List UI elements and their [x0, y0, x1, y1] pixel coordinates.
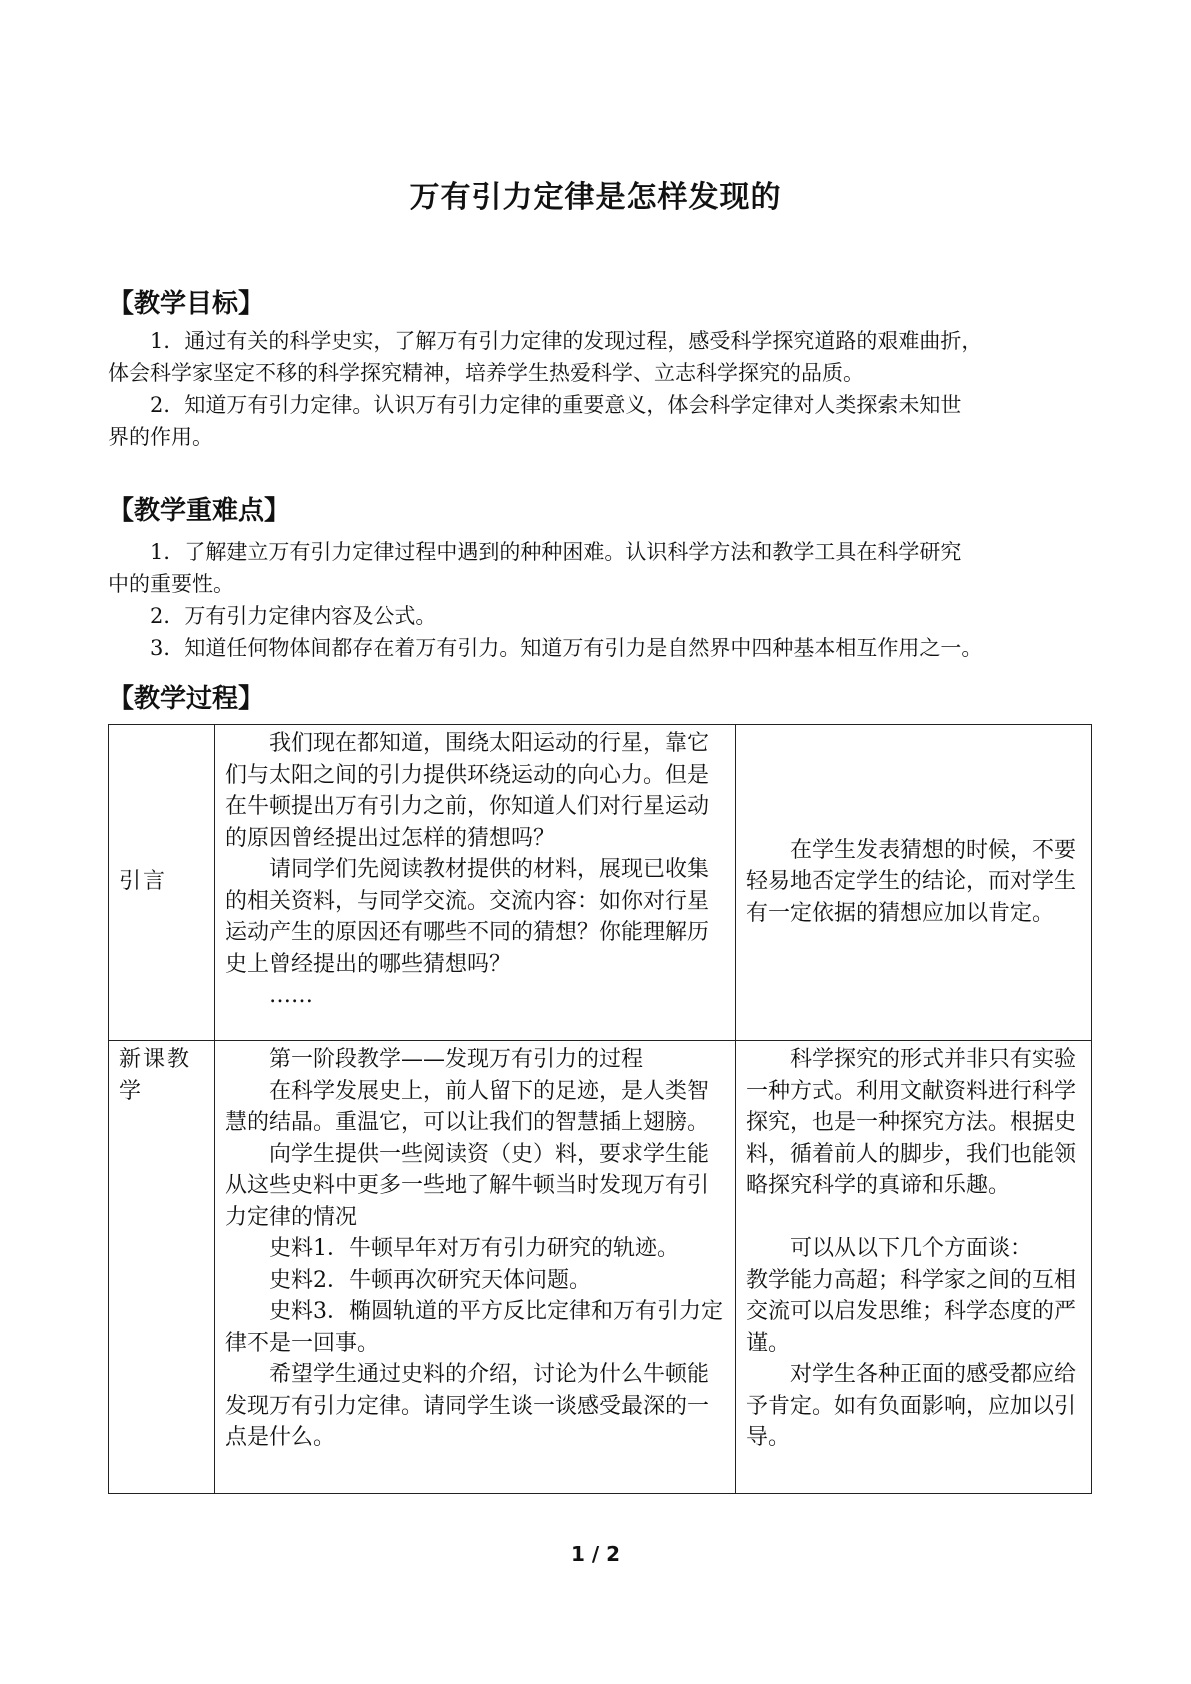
objective-1-line-2: 体会科学家坚定不移的科学探究精神，培养学生热爱科学、立志科学探究的品质。: [108, 361, 864, 385]
table-row: [109, 1041, 1092, 1494]
key-point-paragraph-2: [108, 600, 1098, 632]
content-paragraph: 第一阶段教学——发现万有引力的过程: [269, 1047, 644, 1072]
content-paragraph: 史料2．牛顿再次研究天体问题。: [269, 1267, 591, 1293]
row-content: [215, 1041, 736, 1494]
objective-paragraph-1: [108, 325, 1098, 389]
key-point-paragraph-1: [108, 536, 1098, 600]
note-paragraph: 可以从以下几个方面谈：: [790, 1236, 1033, 1261]
row-notes: [736, 725, 1092, 1041]
key-points-heading: 【教学重难点】: [108, 496, 291, 526]
note-paragraph: 教学能力高超；科学家之间的互相交流可以启发思维；科学态度的严谨。: [746, 1267, 1077, 1356]
key-point-paragraph-3: [108, 632, 1098, 664]
objectives-heading: 【教学目标】: [108, 289, 265, 319]
row-label: 引言: [109, 725, 215, 1041]
objective-2-line-1: 2．知道万有引力定律。认识万有引力定律的重要意义，体会科学定律对人类探索未知世: [150, 393, 962, 417]
key-point-1-line-1: 1．了解建立万有引力定律过程中遇到的种种困难。认识科学方法和教学工具在科学研究: [150, 540, 962, 564]
content-paragraph: 向学生提供一些阅读资（史）料，要求学生能从这些史料中更多一些地了解牛顿当时发现万有引力定律的情况: [225, 1141, 710, 1230]
objective-1-line-1: 1．通过有关的科学史实，了解万有引力定律的发现过程，感受科学探究道路的艰难曲折，: [150, 329, 983, 353]
key-point-3-line-1: 3．知道任何物体间都存在着万有引力。知道万有引力是自然界中四种基本相互作用之一。: [150, 636, 983, 660]
note-spacer: [746, 1202, 1083, 1234]
lesson-table: [108, 724, 1092, 1494]
content-paragraph: ……: [269, 983, 313, 1008]
note-paragraph: 在学生发表猜想的时候，不要轻易地否定学生的结论，而对学生有一定依据的猜想应加以肯定。: [746, 837, 1077, 926]
content-paragraph: 请同学们先阅读教材提供的材料，展现已收集的相关资料，与同学交流。交流内容：如你对行星运动产生的原因还有哪些不同的猜想？你能理解历史上曾经提出的哪些猜想吗？: [225, 857, 710, 977]
objective-paragraph-2: [108, 389, 1098, 453]
content-paragraph: 希望学生通过史料的介绍，讨论为什么牛顿能发现万有引力定律。请同学生谈一谈感受最深的一点是什么。: [225, 1362, 710, 1450]
note-paragraph: 科学探究的形式并非只有实验一种方式。利用文献资料进行科学探究，也是一种探究方法。根据史料，循着前人的脚步，我们也能领略探究科学的真谛和乐趣。: [746, 1047, 1077, 1198]
row-label: 新课教学: [109, 1041, 215, 1494]
content-paragraph: 在科学发展史上，前人留下的足迹，是人类智慧的结晶。重温它，可以让我们的智慧插上翅膀。: [225, 1078, 710, 1135]
table-row: [109, 725, 1092, 1041]
page-number: 1 / 2: [570, 1542, 621, 1566]
key-point-1-line-2: 中的重要性。: [108, 572, 234, 596]
note-paragraph: 对学生各种正面的感受都应给予肯定。如有负面影响，应加以引导。: [746, 1362, 1077, 1450]
key-point-2-line-1: 2．万有引力定律内容及公式。: [150, 604, 437, 628]
content-paragraph: 史料3．椭圆轨道的平方反比定律和万有引力定律不是一回事。: [225, 1299, 723, 1356]
row-content: [215, 725, 736, 1041]
content-paragraph: 史料1．牛顿早年对万有引力研究的轨迹。: [269, 1236, 679, 1261]
row-notes: [736, 1041, 1092, 1494]
content-paragraph: 我们现在都知道，围绕太阳运动的行星，靠它们与太阳之间的引力提供环绕运动的向心力。但是在牛顿提出万有引力之前，你知道人们对行星运动的原因曾经提出过怎样的猜想吗？: [225, 731, 710, 851]
objective-2-line-2: 界的作用。: [108, 425, 213, 449]
process-heading: 【教学过程】: [108, 684, 265, 714]
document-title: 万有引力定律是怎样发现的: [409, 180, 782, 215]
